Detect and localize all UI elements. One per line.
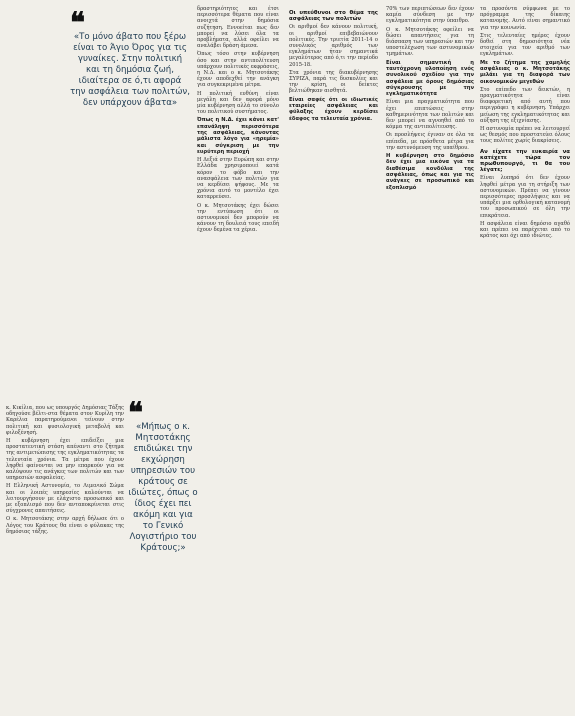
- paragraph: δραστηριότητες και έτσι περισσότερα θέματα που είναι ανοιχτά στην δημόσια συζήτηση. Εννοείται πως δεν μπορεί να λύσει όλα τα προβλήματα, αλλά οφείλει να αναλάβει δράση άμεσα.: [197, 6, 279, 50]
- paragraph: Στα χρόνια της διακυβέρνησης ΣΥΡΙΖΑ, παρά τις δυσκολίες και την κρίση, οι δείκτες βελτιώθηκαν αισθητά.: [289, 69, 378, 95]
- bold-lead: Όπως η Ν.Δ. έχει κάνει κατ' επανάληψη περισσότερα της ασφάλειας, κάνοντας μάλιστα λόγο για «ηρεμία» και σύγκριση με την ευρύτερη περιοχή: [197, 117, 279, 155]
- paragraph: Στο επίπεδο των δεικτών, η πραγματικότητα είναι διαφορετική από αυτή που περιγράφει η κυβέρνηση. Υπάρχει μείωση της εγκληματικότητας και αύξηση της εξιχνίασης.: [480, 86, 570, 124]
- pull-quote-2-text: «Μήπως ο κ. Μητσοτάκης επιδιώκει την εκχώρηση υπηρεσιών του κράτους σε ιδιώτες, όπως ο ίδιος έχει πει ακόμη και για το Γενικό Λογιστήριο του Κράτους;»: [128, 422, 198, 553]
- paragraph: Είναι λυπηρό ότι δεν έχουν ληφθεί μέτρα για τη στήριξη των αστυνομικών. Πρέπει να γίνουν περισσότερες προσλήψεις και να υπάρξει μια ορθολογική κατανομή του προσωπικού σε όλη την επικράτεια.: [480, 175, 570, 219]
- paragraph: 70% των περιπτώσεων δεν έχουν καμία σύνδεση με την εγκληματικότητα στην ύπαιθρο.: [386, 6, 474, 25]
- column-5: [480, 6, 570, 241]
- paragraph: Η ασφάλεια είναι δημόσιο αγαθό και πρέπει να παρέχεται από το κράτος και όχι από ιδιώτες.: [480, 220, 570, 240]
- paragraph: Όπως τόσο στην κυβέρνηση όσο και στην αντιπολίτευση υπάρχουν πολιτικές εκφράσεις, η Ν.Δ. και ο κ. Μητσοτάκης έχουν αποδεχθεί την ανάγκη για συγκεκριμένα μέτρα.: [197, 51, 280, 89]
- bold-lead: Είναι σημαντική η ταυτόχρονη υλοποίηση ενός συνολικού σχεδίου για την ασφάλεια με όρους δημόσιας σύγκρουσης με την εγκληματικότητα: [386, 59, 474, 98]
- paragraph: Ο κ. Μητσοτάκης στην αρχή δήλωσε ότι ο Λόγος του Κράτους θα είναι ο φύλακας της δημόσιας τάξης.: [6, 516, 124, 535]
- paragraph: Είναι μια πραγματικότητα που έχει επιπτώσεις στην καθημερινότητα των πολιτών και δεν μπορεί να αγνοηθεί από το κόμμα της αντιπολίτευσης.: [386, 99, 474, 131]
- pull-quote-1-text: «Το μόνο άβατο που ξέρω είναι το Άγιο Όρος για τις γυναίκες. Στην πολιτική και τη δημόσια ζωή, ιδιαίτερα σε ό,τι αφορά την ασφάλεια των πολιτών, δεν υπάρχουν άβατα»: [70, 32, 190, 108]
- paragraph: Η Δεξιά στην Ευρώπη και στην Ελλάδα χρησιμοποιεί κατά κόρον το φόβο και την ανασφάλεια των πολιτών για να κερδίσει ψήφους. Με τα χρόνια αυτό το μοντέλο έχει καταρρεύσει.: [197, 157, 279, 201]
- quote-mark-icon: ❝: [70, 6, 86, 39]
- bold-lead: Με το ζήτημα της χαμηλής ασφάλειας ο κ. Μητσοτάκης μιλάει για τη διαφορά των οικονομικών μεγεθών: [480, 59, 570, 85]
- paragraph: Η κυβέρνηση έχει επιδείξει μια προστατευτική στάση απέναντι στο ζήτημα της αντιμετώπισης της εγκληματικότητας τα τελευταία χρόνια. Τα μέτρα που έχουν ληφθεί φαίνονται να μην επαρκούν για να καλύψουν τις ανάγκες των πολιτών και των υπηρεσιών ασφαλείας.: [6, 438, 124, 482]
- column-2: [197, 6, 279, 236]
- paragraph: Οι προσλήψεις έγιναν σε όλα τα επίπεδα, με πρόσθετα μέτρα για την αστυνόμευση της υπαίθρου.: [386, 132, 474, 151]
- paragraph: Η πολιτική ευθύνη είναι μεγάλη και δεν αφορά μόνο μία κυβέρνηση αλλά το σύνολο του πολιτικού συστήματος.: [197, 90, 279, 116]
- pull-quote-1: [70, 6, 190, 109]
- paragraph: Στις τελευταίες ημέρες έχουν δοθεί στη δημοσιότητα νέα στοιχεία για τον αριθμό των εγκλημάτων.: [480, 32, 570, 58]
- bold-lead: Είναι σαφές ότι οι ιδιωτικές εταιρείες ασφάλειας και φύλαξης έχουν κερδίσει έδαφος τα τελευταία χρόνια.: [289, 96, 378, 122]
- paragraph: Η αστυνομία πρέπει να λειτουργεί ως θεσμός που προστατεύει όλους τους πολίτες χωρίς διακρίσεις.: [480, 126, 570, 145]
- bold-lead: Η κυβέρνηση στο δημόσιο δεν έχει μια εικόνα για τα διαθέσιμα κονδύλια της ασφάλειας, όπως και για τις ανάγκες σε προσωπικό και εξοπλισμό: [386, 153, 474, 191]
- quote-mark-icon: ❝: [128, 396, 144, 429]
- paragraph: Ο κ. Μητσοτάκης οφείλει να δώσει απαντήσεις για τη διάσπαση των υπηρεσιών και την υποστελέχωση των αστυνομικών τμημάτων.: [386, 26, 474, 58]
- column-3: [289, 6, 378, 124]
- column-4: [386, 6, 474, 193]
- column-1: [6, 405, 124, 537]
- pull-quote-2: [128, 396, 198, 554]
- paragraph: Οι αριθμοί δεν κάνουν πολιτική, οι αριθμοί επιβεβαιώνουν πολιτικές. Την τριετία 2011-14 ο συνολικός αριθμός των εγκλημάτων ήταν σημαντικά μεγαλύτερος από ό,τι την περίοδο 2015-18.: [289, 24, 378, 68]
- paragraph: Ο κ. Μητσοτάκης έχει δώσει την εντύπωση ότι οι αστυνομικοί δεν μπορούν να κάνουν τη δουλειά τους επειδή έχουν δεμένα τα χέρια.: [197, 202, 279, 234]
- paragraph: Η Ελληνική Αστυνομία, το Λιμενικό Σώμα και οι λοιπές υπηρεσίες καλούνται να λειτουργήσουν με ελάχιστο προσωπικό και με εξοπλισμό που δεν ανταποκρίνεται στις σύγχρονες απαιτήσεις.: [6, 483, 124, 515]
- paragraph: τα προσόντα σύμφωνα με το πρόγραμμα της δίκαιης κατανομής. Αυτό είναι σημαντικό για την κοινωνία.: [480, 6, 570, 31]
- section-heading: Οι υπεύθυνοι στο θέμα της ασφάλειας των πολιτών: [289, 10, 378, 23]
- section-heading: Αν είχατε την ευκαιρία να κατέχετε τώρα τον πρωθυπουργό, τι θα του λέγατε;: [480, 148, 570, 174]
- paragraph: κ. Κικίλια, που ως υπουργός Δημόσιας Τάξης οδηγούσε βέλτι-στα θέματα στον Κυρίλη την Καρέλια παρατηρούμενοι τείνουν στην πολιτική και φυσιολογική μεταβολή και φιλοξένησή.: [6, 405, 124, 436]
